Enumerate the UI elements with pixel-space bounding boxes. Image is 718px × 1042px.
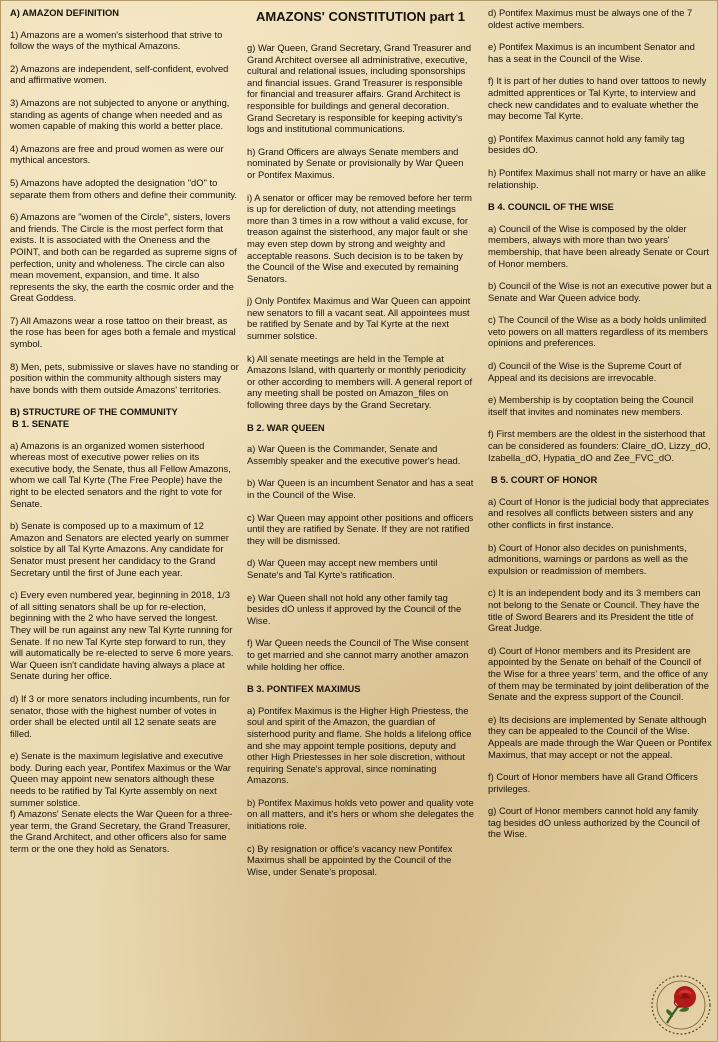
paragraph: c) Every even numbered year, beginning in 2018, 1/3 of all sitting senators shall be up for re-election, beginning with the 2 who have served the longest. They will be run against any new Tal Kyrte running for Senate. If no new Tal Kyrte step forward to run, they will automatically be re-elected to serve 6 more years. War Queen isn't candidate having always a place at Senate during her office. [10, 589, 234, 682]
paragraph: 5) Amazons have adopted the designation "dO" to separate them from others and define their community. [10, 176, 238, 200]
section-heading-senate: B 1. SENATE [12, 418, 70, 430]
paragraph: b) Council of the Wise is not an executive power but a Senate and War Queen advice body. [488, 280, 712, 303]
paragraph: c) The Council of the Wise as a body holds unlimited veto powers on all matters regardless of its members opinions and preferences. [488, 314, 708, 349]
paragraph: b) Court of Honor also decides on punishments, admonitions, warnings or pardons as well as the expulsion or readmission of members. [488, 541, 689, 576]
section-heading-council-of-the-wise: B 4. COUNCIL OF THE WISE [488, 201, 614, 213]
paragraph: h) Grand Officers are always Senate members and nominated by Senate or provisionally by War Queen or Pontifex Maximus. [247, 145, 464, 180]
paragraph: b) Senate is composed up to a maximum of 12 Amazon and Senators are elected yearly on summer solstice by all Tal Kyrte Amazons. Any candidate for Senator must present her candidacy to the Grand Secretary until the first of June each year. [10, 520, 229, 578]
paragraph: a) Amazons is an organized women sisterhood whereas most of executive power relies on its executive body, the Senate, thus all Fellow Amazons, whom we call Tal Kyrte (The Free People) have the right to be elected senators and the right to vote for Senate. [10, 439, 231, 509]
paragraph: f) Amazons' Senate elects the War Queen for a three-year term, the Grand Secretary, the Grand Treasurer, the Grand Architect, and other officers also for same term or the one they hold as Senators. [10, 808, 233, 855]
paragraph: j) Only Pontifex Maximus and War Queen can appoint new senators to fill a vacant seat. All appointees must be ratified by Senate and by Tal Kyrte at the next summer solstice. [247, 295, 471, 342]
paragraph: d) Council of the Wise is the Supreme Court of Appeal and its decisions are irrevocable. [488, 360, 682, 383]
page-title: AMAZONS' CONSTITUTION part 1 [256, 9, 465, 24]
paragraph: c) By resignation or office's vacancy new Pontifex Maximus shall be appointed by the Council of the Wise, under Senate's proposal. [247, 842, 453, 877]
paragraph: d) If 3 or more senators including incumbents, run for senator, those with the highest number of votes in order shall be elected until all 12 senate seats are filled. [10, 692, 230, 739]
paragraph: 2) Amazons are independent, self-confident, evolved and affirmative women. [10, 62, 229, 86]
paragraph: g) Pontifex Maximus cannot hold any family tag besides dO. [488, 132, 685, 156]
paragraph: 1) Amazons are a women's sisterhood that strive to follow the ways of the mythical Amazons. [10, 28, 223, 52]
paragraph: f) It is part of her duties to hand over tattoos to newly admitted apprentices or Tal Kyrte, to interview and check new candidates and to evaluate whether the may become Tal Kyrte. [488, 75, 707, 122]
paragraph: b) Pontifex Maximus holds veto power and quality vote on all matters, and it's hers or whom she delegates the initiations role. [247, 796, 474, 832]
paragraph: d) Court of Honor members and its President are appointed by the Senate on behalf of the Council of the Wise for a three years' term, and the office of any of them may be terminated by joint deliberation of the Senate and the express support of the Council. [488, 644, 709, 703]
paragraph: e) Membership is by cooptation being the Council itself that invites and nominates new members. [488, 394, 694, 417]
paragraph: k) All senate meetings are held in the Temple at Amazons Island, with quarterly or monthly periodicity or other according to members will. A general report of any meeting shall be posted on Amazon_files on following three days by the Grand Secretary. [247, 352, 473, 411]
column-3 [488, 7, 712, 1039]
section-heading-structure: B) STRUCTURE OF THE COMMUNITY [10, 406, 178, 418]
column-2 [247, 7, 474, 1039]
paragraph: d) War Queen may accept new members until Senate's and Tal Kyrte's ratification. [247, 557, 438, 580]
paragraph: e) War Queen shall not hold any other family tag besides dO unless if approved by the Council of the Wise. [247, 591, 462, 626]
paragraph: 6) Amazons are "women of the Circle", sisters, lovers and friends. The Circle is the most perfect form that exists. It is associated with the Oneness and the POINT, and both can be regarded as supreme signs of perfection, unity and wholeness. The circle can also mean movement, expansion, and time. It also represents the sky, the earth the cosmic order and the Great Goddess. [10, 211, 237, 304]
paragraph: h) Pontifex Maximus shall not marry or have an alike relationship. [488, 166, 706, 190]
paragraph: g) Court of Honor members cannot hold any family tag besides dO unless authorized by the Council of the Wise. [488, 805, 700, 840]
section-heading-amazon-definition: A) AMAZON DEFINITION [10, 7, 120, 18]
paragraph: d) Pontifex Maximus must be always one of the 7 oldest active members. [488, 7, 693, 30]
paragraph: e) Pontifex Maximus is an incumbent Senator and has a seat in the Council of the Wise. [488, 41, 695, 64]
paragraph: 3) Amazons are not subjected to anyone or anything, standing as agents of change when needed and as women capable of making this world a better place. [10, 96, 230, 132]
column-1 [10, 7, 239, 1039]
paragraph: e) Senate is the maximum legislative and executive body. During each year, Pontifex Maximus or the War Queen may appoint new senators although these needs to be ratified by Tal Kyrte assembly on next summer solstice. [10, 750, 231, 808]
paragraph: c) War Queen may appoint other positions and officers until they are ratified by Senate. If they are not ratified they will be dismissed. [247, 511, 474, 546]
paragraph: a) Court of Honor is the judicial body that appreciates and resolves all conflicts between sisters and any other conflicts in first instance. [488, 495, 709, 530]
rose-emblem-icon [649, 973, 713, 1037]
paragraph: c) It is an independent body and its 3 members can not belong to the Senate or Council. They have the title of Sword Bearers and its President the title of Great Judge. [488, 587, 701, 634]
paragraph: f) Court of Honor members have all Grand Officers privileges. [488, 771, 698, 794]
paragraph: f) War Queen needs the Council of The Wise consent to get married and she cannot marry another amazon while holding her office. [247, 637, 469, 672]
paragraph: f) First members are the oldest in the sisterhood that can be considered as founders: Claire_dO, Lizzy_dO, Izabella_dO, Hypatia_dO and Zee_FVC_dO. [488, 428, 711, 463]
paragraph: g) War Queen, Grand Secretary, Grand Treasurer and Grand Architect oversee all administrative, executive, cultural and relational issues, including sponsorships and financial issues. Grand Treasurer is responsible for financial and treasurer affairs. Grand Architect is responsible for buildings and general decoration. Grand Secretary is responsible for keeping activity's logs and institutional communications. [247, 42, 472, 135]
paragraph: 8) Men, pets, submissive or slaves have no standing or position within the community although sisters may have bonds with them outside Amazons' territories. [10, 360, 239, 395]
section-heading-court-of-honor: B 5. COURT OF HONOR [491, 474, 598, 486]
paragraph: a) War Queen is the Commander, Senate and Assembly speaker and the executive power's head. [247, 443, 461, 466]
paragraph: a) Pontifex Maximus is the Higher High Priestess, the soul and spirit of the Amazon, the guardian of sisterhood purity and flame. She holds a lifelong office and she may appoint temple positions, deputy and other High Priestesses in her sole discretion, without requiring Senate's approval, since nominating Amazons. [247, 704, 472, 786]
section-heading-war-queen: B 2. WAR QUEEN [247, 421, 325, 433]
paragraph: 4) Amazons are free and proud women as were our mythical ancestors. [10, 142, 224, 166]
paragraph: i) A senator or officer may be removed before her term is up for dereliction of duty, not attending meetings more than 3 times in a row without a valid excuse, for treason against the sisterhood, any major fault or she may even step down by strong and weighty and acceptable reasons. Such decision is to be taken by the Council of the Wise and executed by remaining Senators. [247, 191, 472, 284]
section-heading-pontifex-maximus: B 3. PONTIFEX MAXIMUS [247, 683, 361, 695]
paragraph: e) Its decisions are implemented by Senate although they can be appealed to the Council of the Wise. Appeals are made through the War Queen or Pontifex Maximus, that may accept or not the appeal. [488, 713, 712, 760]
paragraph: b) War Queen is an incumbent Senator and has a seat in the Council of the Wise. [247, 477, 474, 500]
paragraph: a) Council of the Wise is composed by the older members, always with more than two years' membership, that have been already Senate or Court of Honor members. [488, 222, 709, 269]
paragraph: 7) All Amazons wear a rose tattoo on their breast, as the rose has been for ages both a female and mystical symbol. [10, 314, 236, 350]
